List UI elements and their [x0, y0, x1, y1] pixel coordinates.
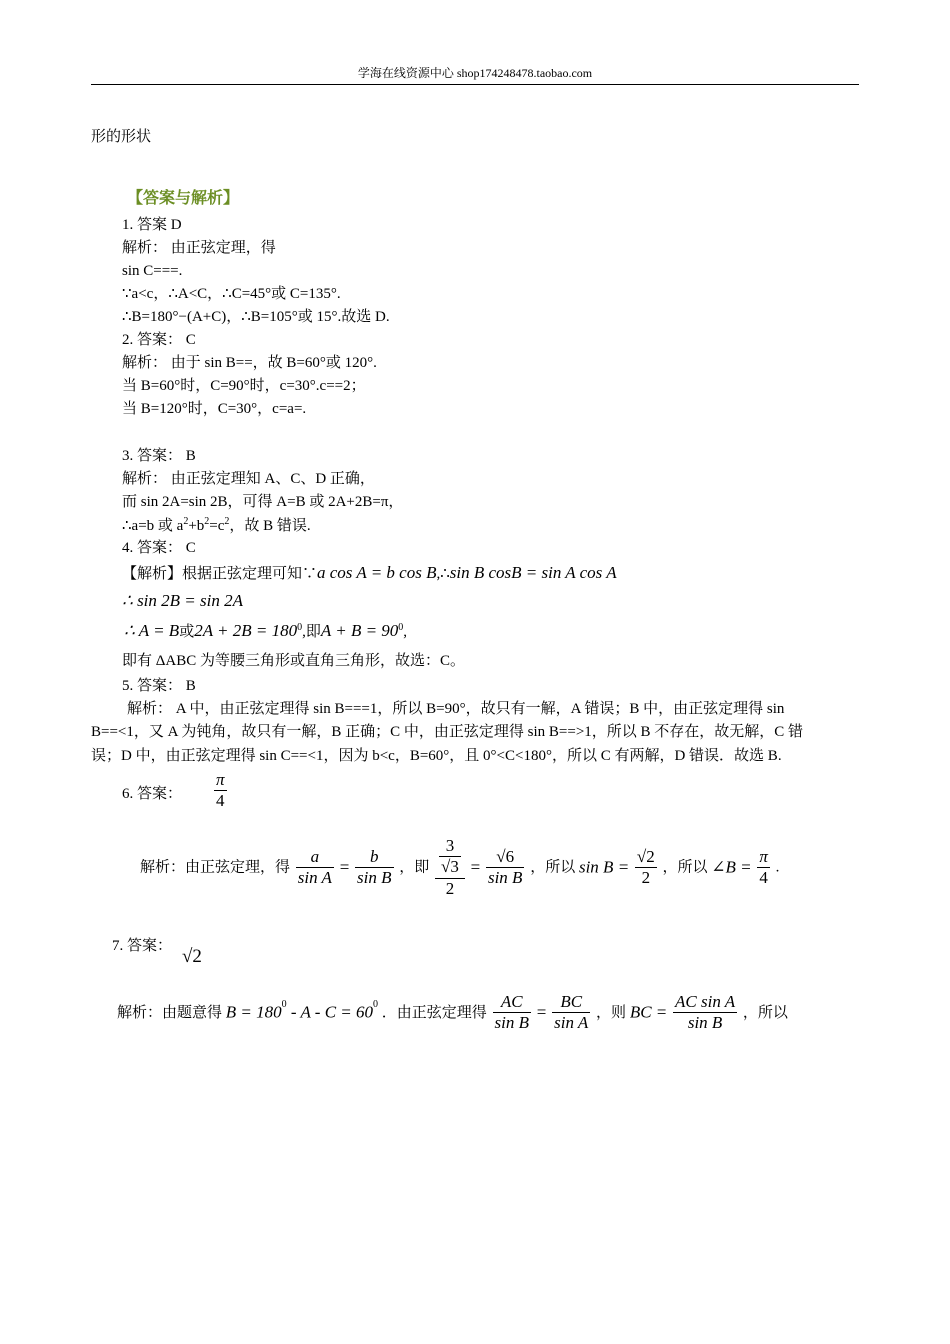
- q4-line3: ∴ sin 2B = sin 2A: [122, 591, 243, 610]
- q3-line2: 解析： 由正弦定理知 A、C、D 正确，: [122, 471, 375, 487]
- q3-line4: ∴a=b 或 $a^2+b^2=c^2$，故 B 错误.: [122, 516, 311, 534]
- q1-line4: ∵a<c，∴A<C，∴C=45°或 C=135°.: [122, 286, 341, 302]
- q5-line2: 解析： A 中，由正弦定理得 sin B===1，所以 B=90°，故只有一解，A 错误；B 中，由正弦定理得 sin: [127, 701, 785, 717]
- q6-solution: 解析：由正弦定理，得 $\frac{a}{\text{sin A}}$ = $\frac{b}{\text{sin B}}$ ，即 $\frac{\frac{3}{√3}}{2}$ = $\frac{√6}{\text{sin B}}$ ，所以 sin B = $\frac{√2}{2}$ ，所以 ∠B = $\frac{\pi}{4}$ .: [140, 836, 780, 898]
- fraction: $\frac{BC}{\text{sin A}}$: [554, 992, 589, 1033]
- fraction: $\frac{\frac{3}{√3}}{2}$: [435, 836, 465, 899]
- q4-answer: 4. 答案： C: [122, 540, 196, 556]
- fraction: $\frac{√2}{2}$: [636, 846, 655, 888]
- q2-answer: 2. 答案： C: [122, 332, 196, 348]
- q1-line2: 解析： 由正弦定理，得: [122, 240, 276, 256]
- intro-text: 形的形状: [91, 129, 152, 145]
- q2-line3: 当 B=60°时，C=90°时，c=30°.c==2；: [122, 378, 366, 394]
- fraction: $\frac{b}{\text{sin B}}$: [357, 846, 392, 888]
- q5-line3: B==<1，又 A 为钝角，故只有一解，B 正确；C 中，由正弦定理得 sin B==>1，所以 B 不存在，故无解，C 错: [91, 724, 804, 740]
- q1-answer: 1. 答案 D: [122, 217, 182, 233]
- q7-answer-value: √2: [182, 946, 202, 967]
- q4-line2: 【解析】根据正弦定理可知∵a cos A = b cos B,∴sin B cosB = sin A cos A: [122, 563, 617, 582]
- fraction: $\frac{\pi}{4}$: [216, 770, 225, 811]
- q4-line5: 即有 ΔABC 为等腰三角形或直角三角形，故选：C。: [122, 653, 465, 669]
- q6-answer-value: [212, 770, 229, 812]
- q2-line2: 解析： 由于 sin B==，故 B=60°或 120°.: [122, 355, 377, 371]
- q1-line5: ∴B=180°−(A+C)，∴B=105°或 15°.故选 D.: [122, 309, 390, 325]
- q5-answer: 5. 答案： B: [122, 678, 196, 694]
- section-title: 【答案与解析】: [127, 190, 240, 207]
- fraction: $\frac{\pi}{4}$: [759, 846, 768, 888]
- q3-answer: 3. 答案： B: [122, 448, 196, 464]
- header-rule: [91, 84, 859, 85]
- q2-line4: 当 B=120°时，C=30°，c=a=.: [122, 401, 307, 417]
- q4-line4: ∴ A = B或$2A + 2B = 180^0$,即$A + B = 90^0$,: [124, 621, 408, 640]
- q7-answer-label: 7. 答案：: [112, 938, 173, 954]
- q5-line4: 误；D 中，由正弦定理得 sin C==<1，因为 b<c，B=60°，且 0°<C<180°，所以 C 有两解，D 错误．故选 B.: [91, 748, 782, 764]
- fraction: $\frac{\text{AC sin A}}{\text{sin B}}$: [675, 992, 736, 1033]
- page-header: 学海在线资源中心 shop174248478.taobao.com: [357, 66, 593, 80]
- q3-line3: 而 sin 2A=sin 2B，可得 A=B 或 2A+2B=π，: [122, 494, 404, 510]
- q7-solution: 解析：由题意得 $B = 180^0 - A - C = 60^0$ ．由正弦定理得 $\frac{AC}{\text{sin B}}$ = $\frac{BC}{\text{sin A}}$ ，则 BC = $\frac{\text{AC sin A}}{\text{sin B}}$ ，所以: [117, 992, 788, 1033]
- q1-line3: sin C===.: [122, 263, 183, 279]
- q6-answer-label: 6. 答案：: [122, 786, 183, 802]
- fraction: $\frac{a}{\text{sin A}}$: [297, 846, 332, 888]
- fraction: $\frac{AC}{\text{sin B}}$: [494, 992, 530, 1033]
- fraction: $\frac{√6}{\text{sin B}}$: [487, 846, 523, 888]
